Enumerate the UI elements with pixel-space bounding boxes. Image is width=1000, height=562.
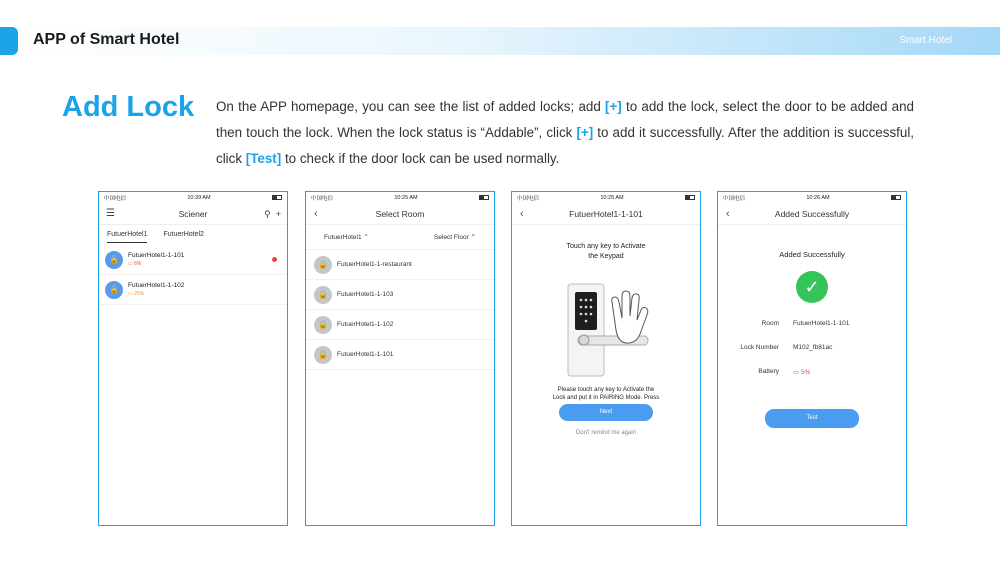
search-icon[interactable]: ⚲ bbox=[264, 209, 271, 219]
back-icon[interactable]: ‹ bbox=[314, 208, 318, 220]
info-room: Room FutuerHotel1-1-101 bbox=[761, 320, 850, 327]
status-bar bbox=[718, 192, 906, 203]
tab-hotel-2[interactable]: FutuerHotel2 bbox=[163, 231, 204, 238]
carrier-label: 中国电信 bbox=[723, 195, 746, 202]
status-bar bbox=[99, 192, 287, 203]
instruction-text: Touch any key to Activate the Keypad bbox=[566, 243, 646, 260]
lock-battery: ▭ 6% bbox=[128, 261, 142, 267]
carrier-label: 中国电信 bbox=[311, 195, 334, 202]
status-bar bbox=[512, 192, 700, 203]
phone-screen-select-room bbox=[305, 191, 495, 526]
lock-list-item[interactable] bbox=[99, 245, 287, 275]
status-bar bbox=[306, 192, 494, 203]
highlight-token: [+] bbox=[576, 125, 594, 140]
add-icon[interactable]: + bbox=[275, 209, 281, 219]
carrier-label: 中国电信 bbox=[104, 195, 127, 202]
desc-text: to check if the door lock can be used normally. bbox=[281, 151, 560, 166]
clock-label: 10:39 AM bbox=[187, 194, 211, 201]
clock-label: 10:25 AM bbox=[600, 194, 624, 201]
success-message: Added Successfully bbox=[779, 250, 845, 259]
navbar bbox=[306, 203, 494, 225]
lock-icon: 🔒 bbox=[314, 286, 332, 304]
info-lock-number: Lock Number M102_fb81ac bbox=[740, 344, 833, 351]
phone-screen-lock-list bbox=[98, 191, 288, 526]
carrier-label: 中国电信 bbox=[517, 195, 540, 202]
navbar bbox=[718, 203, 906, 225]
lock-icon: 🔒 bbox=[314, 256, 332, 274]
room-list-item[interactable] bbox=[306, 310, 494, 340]
room-name: FutuerHotel1-1-restaurant bbox=[337, 261, 412, 268]
section-title: Add Lock bbox=[62, 91, 195, 123]
room-name: FutuerHotel1-1-101 bbox=[337, 351, 394, 358]
dont-remind-link[interactable]: Don't remind me again bbox=[575, 430, 637, 436]
test-button[interactable]: Test bbox=[765, 409, 859, 428]
section-description bbox=[216, 94, 914, 172]
battery-icon bbox=[272, 195, 282, 200]
room-name: FutuerHotel1-1-102 bbox=[337, 321, 394, 328]
floor-select[interactable]: Select Floor ⌃ bbox=[434, 234, 476, 241]
lock-name: FutuerHotel1-1-102 bbox=[128, 282, 185, 289]
app-title: Sciener bbox=[178, 209, 208, 219]
header-right-label: Smart Hotel bbox=[899, 35, 952, 46]
navbar bbox=[512, 203, 700, 225]
lock-list-item[interactable] bbox=[99, 275, 287, 305]
header-accent bbox=[0, 27, 18, 55]
header-title: APP of Smart Hotel bbox=[33, 31, 180, 48]
screen-title: Added Successfully bbox=[774, 209, 850, 219]
clock-label: 10:25 AM bbox=[394, 194, 418, 201]
lock-icon: 🔒 bbox=[105, 251, 123, 269]
back-icon[interactable]: ‹ bbox=[520, 208, 524, 220]
desc-text: On the APP homepage, you can see the list of added locks; add bbox=[216, 99, 606, 114]
chevron-up-icon: ⌃ bbox=[363, 234, 369, 241]
tab-hotel-1[interactable]: FutuerHotel1 bbox=[107, 231, 147, 243]
info-battery: Battery ▭ 5% bbox=[758, 368, 811, 376]
phone-screen-activate-keypad bbox=[511, 191, 701, 526]
chevron-up-icon: ⌃ bbox=[470, 234, 476, 241]
lock-icon: 🔒 bbox=[314, 316, 332, 334]
desc-text: to add the lock, select the door to be added and then touch the lock. When the lock status is “Addable”, click bbox=[216, 99, 914, 140]
lock-icon: 🔒 bbox=[105, 281, 123, 299]
room-list-item[interactable] bbox=[306, 340, 494, 370]
navbar bbox=[99, 203, 287, 225]
door-lock-illustration bbox=[512, 270, 701, 380]
desc-text: to add it successfully. After the addition is successful, click bbox=[216, 125, 915, 166]
highlight-token: [+] bbox=[605, 99, 622, 114]
room-name: FutuerHotel1-1-103 bbox=[337, 291, 394, 298]
screen-title: Select Room bbox=[375, 209, 425, 219]
room-list-item[interactable] bbox=[306, 280, 494, 310]
phone-screen-added-success bbox=[717, 191, 907, 526]
lock-name: FutuerHotel1-1-101 bbox=[128, 252, 185, 259]
clock-label: 10:26 AM bbox=[806, 194, 830, 201]
next-button[interactable]: Next bbox=[559, 404, 653, 421]
menu-icon[interactable]: ☰ bbox=[106, 208, 115, 219]
room-list-item[interactable] bbox=[306, 250, 494, 280]
pairing-hint: Please touch any key to Activate the Lock and put it in PAIRING Mode. Press bbox=[552, 387, 660, 401]
filter-row bbox=[306, 225, 494, 250]
highlight-token: [Test] bbox=[245, 151, 282, 166]
lock-icon: 🔒 bbox=[314, 346, 332, 364]
battery-icon bbox=[685, 195, 695, 200]
lock-battery: ▭ 25% bbox=[128, 291, 145, 297]
screen-title: FutuerHotel1-1-101 bbox=[569, 209, 643, 219]
nav-actions bbox=[264, 203, 281, 225]
building-select[interactable]: FutuerHotel1 ⌃ bbox=[324, 234, 369, 241]
check-icon: ✓ bbox=[796, 271, 828, 303]
alert-icon bbox=[272, 257, 277, 262]
battery-icon bbox=[479, 195, 489, 200]
hotel-tabs bbox=[99, 225, 287, 245]
back-icon[interactable]: ‹ bbox=[726, 208, 730, 220]
battery-icon bbox=[891, 195, 901, 200]
